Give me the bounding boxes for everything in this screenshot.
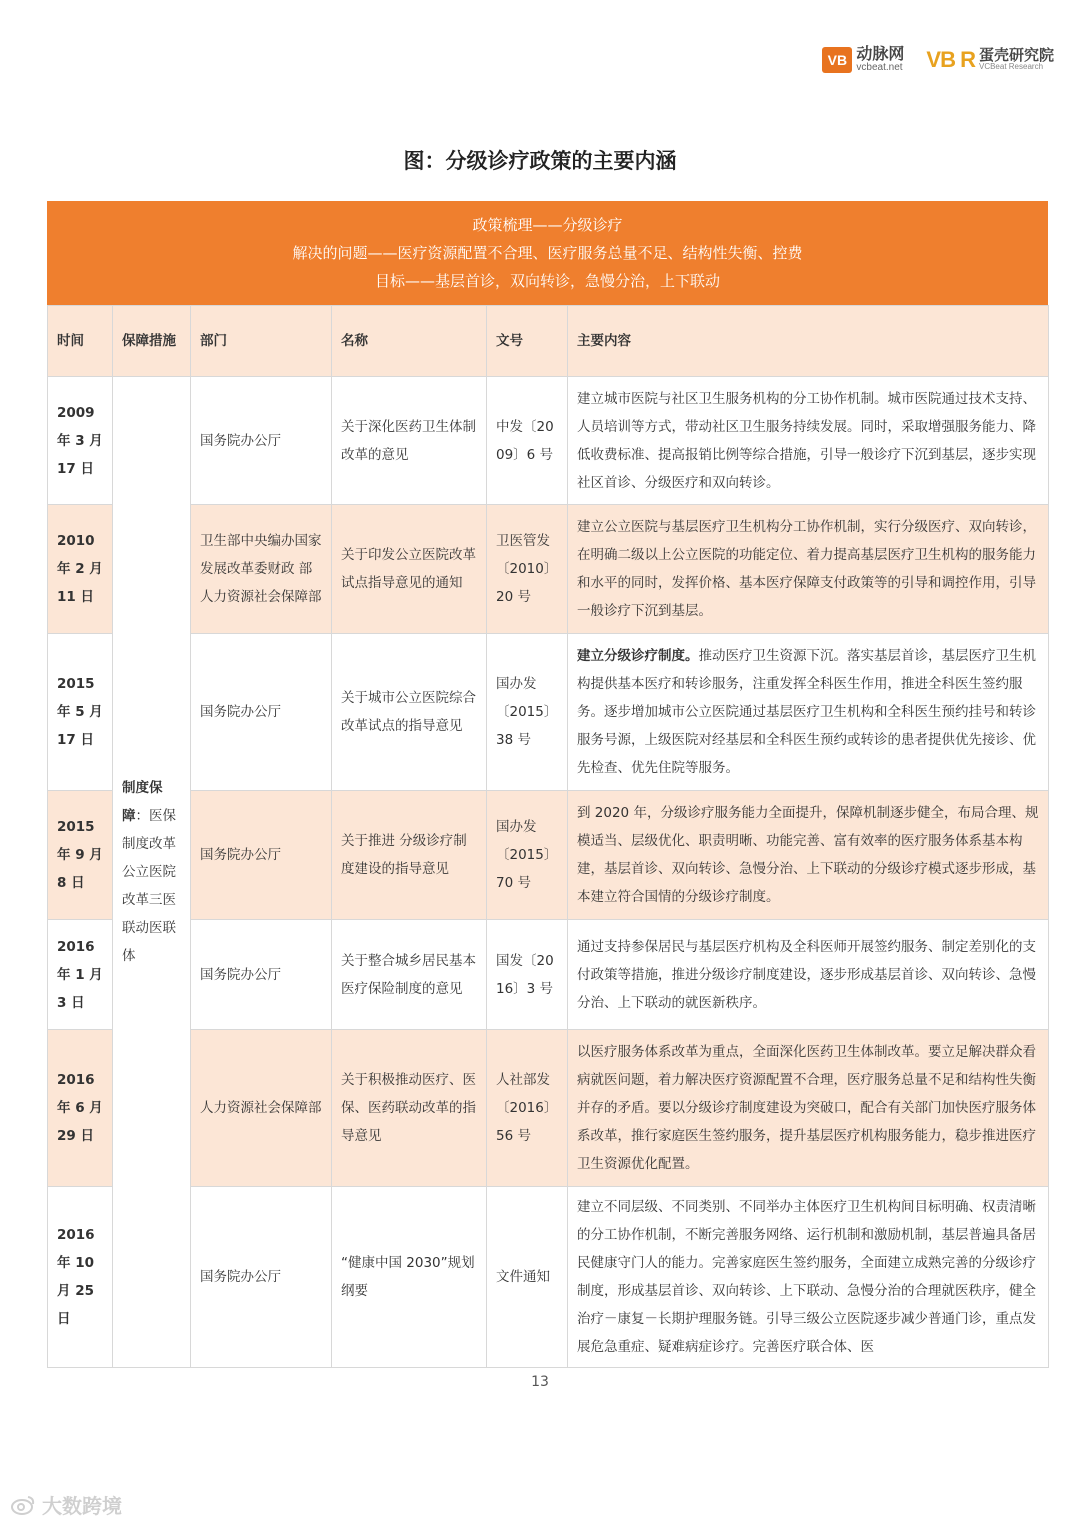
- vcbeat-url: vcbeat.net: [856, 61, 903, 73]
- row-doc: 文件通知: [487, 1187, 568, 1368]
- measure-text: ：医保制度改革公立医院改革三医联动医联体: [122, 808, 176, 964]
- row-content-text: 建立公立医院与基层医疗卫生机构分工协作机制，实行分级医疗、双向转诊，在明确二级以上公立医院的功能定位、着力提高基层医疗卫生机构的服务能力和水平的同时，发挥价格、基本医疗保障支付政策等的引导和调控作用，引导一般诊疗下沉到基层。: [577, 519, 1036, 619]
- vcbeat-name: 动脉网: [856, 44, 905, 63]
- table-row: [48, 634, 1049, 791]
- banner-line-2: 解决的问题——医疗资源配置不合理、医疗服务总量不足、结构性失衡、控费: [292, 243, 803, 262]
- row-doc: 国办发〔2015〕70 号: [487, 791, 568, 920]
- row-name: 关于推进 分级诊疗制度建设的指导意见: [332, 791, 487, 920]
- row-content: [568, 634, 1049, 791]
- row-content-bold: 建立分级诊疗制度。: [577, 648, 699, 664]
- header-logos: [822, 46, 1054, 73]
- page-title: 图：分级诊疗政策的主要内涵: [403, 149, 677, 173]
- table-row: [48, 377, 1049, 505]
- row-time: 2016 年 1 月 3 日: [48, 920, 113, 1030]
- table-row: [48, 1030, 1049, 1187]
- row-name: 关于印发公立医院改革试点指导意见的通知: [332, 505, 487, 634]
- row-dept: 国务院办公厅: [191, 920, 332, 1030]
- header-doc: 文号: [487, 306, 568, 377]
- row-content: [568, 377, 1049, 505]
- row-doc: 人社部发〔2016〕56 号: [487, 1030, 568, 1187]
- row-content-text: 推动医疗卫生资源下沉。落实基层首诊，基层医疗卫生机构提供基本医疗和转诊服务，注重发挥全科医生作用，推进全科医生签约服务。逐步增加城市公立医院通过基层医疗卫生机构和全科医生预约挂号和转诊服务号源，上级医院对经基层和全科医生预约或转诊的患者提供优先接诊、优先检查、优先住院等服务。: [577, 648, 1036, 776]
- row-doc: 国办发〔2015〕38 号: [487, 634, 568, 791]
- page-number: 13: [531, 1374, 549, 1390]
- row-name: 关于城市公立医院综合改革试点的指导意见: [332, 634, 487, 791]
- row-time: 2010 年 2 月 11 日: [48, 505, 113, 634]
- vb-badge-icon: VB: [822, 47, 852, 73]
- watermark-text: 大数跨境: [42, 1494, 122, 1518]
- row-time: 2015 年 5 月 17 日: [48, 634, 113, 791]
- row-doc: 卫医管发〔2010〕20 号: [487, 505, 568, 634]
- header-measure: 保障措施: [113, 306, 191, 377]
- measure-cell: [113, 377, 191, 1368]
- vcbeat-research-sub: VCBeat Research: [978, 62, 1044, 72]
- header-content: 主要内容: [568, 306, 1049, 377]
- banner-line-3: 目标——基层首诊，双向转诊，急慢分治，上下联动: [374, 271, 720, 290]
- row-content-text: 通过支持参保居民与基层医疗机构及全科医师开展签约服务、制定差别化的支付政策等措施，推进分级诊疗制度建设，逐步形成基层首诊、双向转诊、急慢分治、上下联动的就医新秩序。: [577, 938, 1036, 1011]
- header-time: 时间: [48, 306, 113, 377]
- row-content: [568, 505, 1049, 634]
- table-row: [48, 920, 1049, 1030]
- measure-bold: 制度保障: [122, 780, 163, 824]
- row-name: 关于整合城乡居民基本医疗保险制度的意见: [332, 920, 487, 1030]
- row-content: [568, 791, 1049, 920]
- watermark: [10, 1490, 122, 1519]
- row-time: 2015 年 9 月 8 日: [48, 791, 113, 920]
- policy-table: [47, 305, 1049, 1368]
- row-content: [568, 1030, 1049, 1187]
- row-content-text: 到 2020 年，分级诊疗服务能力全面提升，保障机制逐步健全，布局合理、规模适当、层级优化、职责明晰、功能完善、富有效率的医疗服务体系基本构建，基层首诊、双向转诊、急慢分治、上下联动的分级诊疗模式逐步形成，基本建立符合国情的分级诊疗制度。: [577, 805, 1039, 905]
- row-dept: 国务院办公厅: [191, 634, 332, 791]
- header-dept: 部门: [191, 306, 332, 377]
- row-dept: 国务院办公厅: [191, 1187, 332, 1368]
- row-doc: 中发〔2009〕6 号: [487, 377, 568, 505]
- vbr-mark-icon: VB R: [926, 46, 975, 72]
- row-time: 2016 年 6 月 29 日: [48, 1030, 113, 1187]
- row-content: [568, 920, 1049, 1030]
- row-dept: 国务院办公厅: [191, 791, 332, 920]
- row-content-text: 以医疗服务体系改革为重点，全面深化医药卫生体制改革。要立足解决群众看病就医问题，着力解决医疗资源配置不合理，医疗服务总量不足和结构性失衡并存的矛盾。要以分级诊疗制度建设为突破口，配合有关部门加快医疗服务体系改革，推行家庭医生签约服务，提升基层医疗机构服务能力，稳步推进医疗卫生资源优化配置。: [577, 1044, 1036, 1172]
- table-row: [48, 505, 1049, 634]
- row-dept: 国务院办公厅: [191, 377, 332, 505]
- row-dept: 卫生部中央编办国家发展改革委财政 部人力资源社会保障部: [191, 505, 332, 634]
- table-row: [48, 791, 1049, 920]
- row-dept: 人力资源社会保障部: [191, 1030, 332, 1187]
- row-name: “健康中国 2030”规划纲要: [332, 1187, 487, 1368]
- header-name: 名称: [332, 306, 487, 377]
- vcbeat-research-logo: [926, 47, 1054, 73]
- table-row: [48, 1187, 1049, 1368]
- row-name: 关于深化医药卫生体制改革的意见: [332, 377, 487, 505]
- row-content-text: 建立城市医院与社区卫生服务机构的分工协作机制。城市医院通过技术支持、人员培训等方式，带动社区卫生服务持续发展。同时，采取增强服务能力、降低收费标准、提高报销比例等综合措施，引导一般诊疗下沉到基层，逐步实现社区首诊、分级医疗和双向转诊。: [577, 390, 1036, 491]
- row-name: 关于积极推动医疗、医保、医药联动改革的指导意见: [332, 1030, 487, 1187]
- row-time: 2016 年 10 月 25 日: [48, 1187, 113, 1368]
- table-header-row: [48, 306, 1049, 377]
- row-doc: 国发〔2016〕3 号: [487, 920, 568, 1030]
- vcbeat-logo: [822, 46, 904, 73]
- row-content: [568, 1187, 1049, 1368]
- weibo-icon: [10, 1494, 36, 1516]
- policy-banner: [47, 201, 1048, 305]
- row-time: 2009 年 3 月 17 日: [48, 377, 113, 505]
- banner-line-1: 政策梳理——分级诊疗: [472, 215, 623, 234]
- row-content-text: 建立不同层级、不同类别、不同举办主体医疗卫生机构间目标明确、权责清晰的分工协作机制，不断完善服务网络、运行机制和激励机制，基层普遍具备居民健康守门人的能力。完善家庭医生签约服务，全面建立成熟完善的分级诊疗制度，形成基层首诊、双向转诊、上下联动、急慢分治的合理就医秩序，健全治疗－康复－长期护理服务链。引导三级公立医院逐步减少普通门诊，重点发展危急重症、疑难病症诊疗。完善医疗联合体、医: [577, 1199, 1036, 1355]
- vcbeat-research-name: 蛋壳研究院: [978, 45, 1054, 64]
